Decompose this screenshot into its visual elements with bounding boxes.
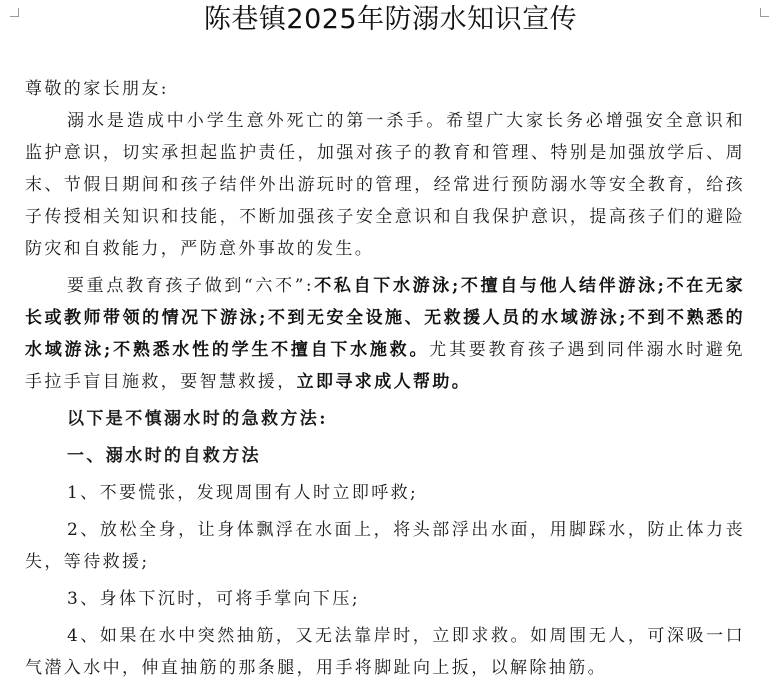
salutation: 尊敬的家长朋友: xyxy=(25,79,169,99)
seek-adult-help: 立即寻求成人帮助。 xyxy=(296,372,472,392)
paragraph-six-nots xyxy=(25,270,745,398)
document-title: 陈巷镇2025年防溺水知识宣传 xyxy=(203,4,578,35)
emergency-methods-intro: 以下是不慎溺水时的急救方法: xyxy=(67,409,328,429)
six-nots-intro: 要重点教育孩子做到“六不”: xyxy=(67,276,314,296)
document-body xyxy=(25,73,745,684)
self-rescue-item: 1、不要慌张，发现周围有人时立即呼救; xyxy=(67,483,419,503)
self-rescue-item: 3、身体下沉时，可将手掌向下压; xyxy=(67,589,360,609)
self-rescue-item: 4、如果在水中突然抽筋，又无法靠岸时，立即求救。如周围无人，可深吸一口气潜入水中，伸直抽筋的那条腿，用手将脚趾向上扳，以解除抽筋。 xyxy=(25,626,745,678)
paragraph-drowning-risk: 溺水是造成中小学生意外死亡的第一杀手。希望广大家长务必增强安全意识和监护意识，切实承担起监护责任，加强对孩子的教育和管理、特别是加强放学后、周末、节假日期间和孩子结伴外出游玩时的管理，经常进行预防溺水等安全教育，给孩子传授相关知识和技能，不断加强孩子安全意识和自我保护意识，提高孩子们的避险防灾和自救能力，严防意外事故的发生。 xyxy=(25,111,745,259)
peer-rescue-warning: 尤其要教育孩子遇到同伴溺水时避免手拉手盲目施救，要智慧救援， xyxy=(25,340,745,392)
self-rescue-heading: 一、溺水时的自救方法 xyxy=(67,446,261,466)
six-nots-rules: 不私自下水游泳;不擅自与他人结伴游泳;不在无家长或教师带领的情况下游泳;不到无安全设施、无救援人员的水域游泳;不到不熟悉的水域游泳;不熟悉水性的学生不擅自下水施救。 xyxy=(25,276,745,360)
self-rescue-item: 2、放松全身，让身体飘浮在水面上，将头部浮出水面，用脚踩水，防止体力丧失，等待救援; xyxy=(25,520,745,572)
